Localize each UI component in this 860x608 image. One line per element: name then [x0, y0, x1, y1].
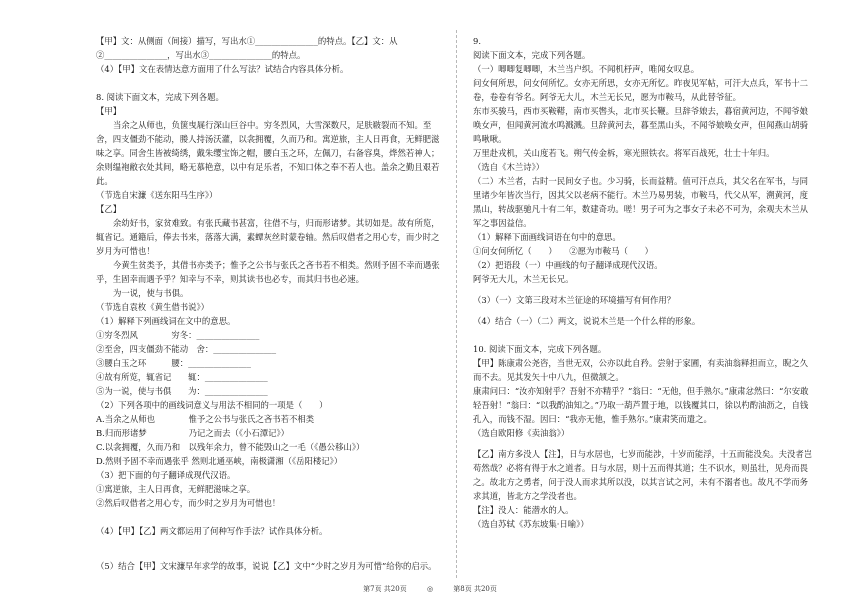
left-paragraph: 余幼好书，家贫难致。有张氏藏书甚富，往借不与，归而形诸梦。其切如是。故有所览，辄省记。通籍后，俸去书来，落落大满，素蟫灰丝时蒙卷轴。然后叹借者之用心专，而少时之岁月为可惜也！ — [96, 218, 440, 256]
left-paragraph: D.然则予固不幸而遇张乎 然则北通巫峡，南极潇湘（《岳阳楼记》） — [96, 456, 343, 466]
right-paragraph: 康肃问曰：“汝亦知射乎？吾射不亦精乎？”翁曰：“无他，但手熟尔。”康肃忿然曰：“尔安敢轻吾射！”翁曰：“以我酌油知之。”乃取一葫芦置于地，以钱覆其口，徐以杓酌油沥之，自钱孔入，而钱不湿。因曰：“我亦无他，惟手熟尔。”康肃笑而遣之。 — [473, 386, 809, 424]
left-paragraph: ②然后叹借者之用心专，而少时之岁月为可惜也！ — [96, 498, 281, 508]
right-paragraph: 阿爷无大儿，木兰无长兄。 — [473, 274, 574, 284]
right-paragraph: （3）（一）文第三段对木兰征途的环境描写有何作用？ — [473, 295, 676, 305]
right-paragraph: 【注】没人：能潜水的人。 — [473, 505, 574, 515]
left-paragraph: 当余之从师也，负箧曳屣行深山巨谷中。穷冬烈风，大雪深数尺，足肤皲裂而不知。至舍，四支僵劲不能动，媵人持汤沃灌，以衾拥覆，久而乃和。寓逆旅，主人日再食，无鲜肥滋味之享。同舍生皆被绮绣，戴朱缨宝饰之帽，腰白玉之环，左佩刀，右备容臭，烨然若神人；余则缊袍敝衣处其间，略无慕艳意，以中有足乐者，不知口体之奉不若人也。盖余之勤且艰若此。 — [96, 120, 440, 186]
right-paragraph: 问女何所思，问女何所忆。女亦无所思，女亦无所忆。昨夜见军帖，可汗大点兵，军书十二卷，卷卷有爷名。阿爷无大儿，木兰无长兄，愿为市鞍马，从此替爷征。 — [473, 78, 808, 102]
left-paragraph: ②至舍，四支僵劲不能动 舍：_______________ — [96, 344, 277, 354]
separator-icon: ◎ — [426, 585, 434, 593]
right-paragraph: 10. 阅读下面文本，完成下列各题。 — [473, 344, 607, 354]
page-footer — [0, 584, 860, 594]
right-paragraph: 阅读下面文本，完成下列各题。 — [473, 50, 591, 60]
right-paragraph: 【甲】陈康肃公尧咨，当世无双，公亦以此自矜。尝射于家圃，有卖油翁释担而立，睨之久而不去。见其发矢十中八九，但微颔之。 — [473, 358, 808, 382]
spacer — [473, 335, 815, 342]
right-paragraph: 万里赴戎机，关山度若飞。朔气传金柝，寒光照铁衣。将军百战死，壮士十年归。 — [473, 148, 775, 158]
spacer — [473, 307, 815, 314]
right-paragraph: （2）把语段（一）中画线的句子翻译成现代汉语。 — [473, 260, 663, 270]
left-paragraph: （节选自宋濂《送东阳马生序》） — [96, 190, 218, 200]
right-paragraph: （选自苏轼《苏东坡集·日喻》） — [473, 519, 589, 529]
right-paragraph: （一）唧唧复唧唧，木兰当户织。不闻机杼声，唯闻女叹息。 — [473, 64, 700, 74]
right-paragraph: 【乙】南方多没人【注】，日与水居也，七岁而能涉，十岁而能浮，十五而能没矣。夫没者岂苟然哉？必将有得于水之道者。日与水居，则十五而得其道；生不识水，则虽壮，见舟而畏之。故北方之勇者，问于没人而求其所以没，以其言试之河，未有不溺者也。故凡不学而务求其道，皆北方之学没者也。 — [473, 449, 813, 501]
right-column — [473, 34, 815, 531]
left-paragraph: （1）解释下列画线词在文中的意思。 — [96, 316, 236, 326]
spacer — [96, 545, 440, 552]
left-paragraph: 【甲】文：从侧面（间接）描写，写出水①_______________的特点。【乙】文：从 — [96, 36, 398, 46]
spacer — [96, 538, 440, 545]
spacer — [96, 76, 440, 83]
right-paragraph: （1）解释下面画线词语在句中的意思。 — [473, 232, 621, 242]
left-paragraph: ③腰白玉之环 腰：_______________ — [96, 358, 251, 368]
left-paragraph: B.归而形诸梦 乃记之而去（《小石潭记》） — [96, 428, 290, 438]
left-paragraph: 为一说，使与书俱。 — [113, 288, 189, 298]
right-paragraph: 东市买骏马，西市买鞍鞯，南市买辔头，北市买长鞭。旦辞爷娘去，暮宿黄河边，不闻爷娘唤女声，但闻黄河流水鸣溅溅。旦辞黄河去，暮至黑山头，不闻爷娘唤女声，但闻燕山胡骑鸣啾啾。 — [473, 106, 808, 144]
left-paragraph: （4）【甲】【乙】两文都运用了何种写作手法？试作具体分析。 — [96, 526, 328, 536]
right-paragraph: （4）结合（一）（二）两文，说说木兰是一个什么样的形象。 — [473, 316, 701, 326]
right-paragraph: 9. — [473, 36, 481, 46]
column-divider — [456, 30, 457, 578]
left-paragraph: （3）把下面的句子翻译成现代汉语。 — [96, 470, 236, 480]
left-paragraph: ①穷冬烈风 穷冬：_______________ — [96, 330, 260, 340]
left-paragraph: ①寓逆旅，主人日再食，无鲜肥滋味之享。 — [96, 484, 256, 494]
spacer — [96, 510, 440, 517]
page-number-left: 第7页 共20页 — [363, 585, 407, 593]
spacer — [473, 440, 815, 447]
spacer — [96, 552, 440, 559]
spacer — [473, 286, 815, 293]
page-number-right: 第8页 共20页 — [453, 585, 497, 593]
right-paragraph: （选自《木兰诗》） — [473, 162, 545, 172]
left-paragraph: （4）【甲】文在表情达意方面用了什么写法？试结合内容具体分析。 — [96, 64, 349, 74]
left-paragraph: ②_______________，写出水③_______________的特点。 — [96, 50, 306, 60]
left-paragraph: A.当余之从师也 惟予之公书与张氏之吝书若不相类 — [96, 414, 315, 424]
left-paragraph: （2）下列各项中的画线词意义与用法不相同的一项是（ ） — [96, 400, 328, 410]
left-paragraph: 今黄生贫类予，其借书亦类予；惟予之公书与张氏之吝书若不相类。然则予固不幸而遇张乎，生固幸而遇予乎？知幸与不幸，则其读书也必专，而其归书也必速。 — [96, 260, 440, 284]
right-paragraph: （二）木兰者，古时一民间女子也。少习骑，长而益精。值可汗点兵，其父名在军书，与同里诸少年皆次当行，因其父以老病不能行。木兰乃易男装，市鞍马，代父从军，溯黄河，度黑山，转战驱驰凡十有二年，数建奇功。嗟！男子可为之事女子未必不可为，余观夫木兰从军之事因益信。 — [473, 176, 808, 228]
left-paragraph: （5）结合【甲】文宋濂早年求学的故事，说说【乙】文中“少时之岁月为可惜”给你的启示。 — [96, 561, 437, 571]
left-paragraph: （节选自袁枚《黄生借书说》） — [96, 302, 210, 312]
left-paragraph: ⑤为一说，使与书俱 为：_______________ — [96, 386, 268, 396]
spacer — [473, 328, 815, 335]
spacer — [96, 83, 440, 90]
right-paragraph: ①问女何所忆（ ） ②愿为市鞍马（ ） — [473, 246, 654, 256]
spacer — [96, 517, 440, 524]
left-paragraph: ④故有所览，辄省记 辄：_______________ — [96, 372, 268, 382]
left-paragraph: 8. 阅读下面文本，完成下列各题。 — [96, 92, 224, 102]
left-paragraph: 【乙】 — [96, 204, 122, 214]
right-paragraph: （选自欧阳修《卖油翁》） — [473, 428, 570, 438]
left-paragraph: 【甲】 — [96, 106, 122, 116]
left-column — [96, 34, 440, 573]
left-paragraph: C.以衾拥覆，久而乃和 以残年余力，曾不能毁山之一毛（《愚公移山》） — [96, 442, 365, 452]
